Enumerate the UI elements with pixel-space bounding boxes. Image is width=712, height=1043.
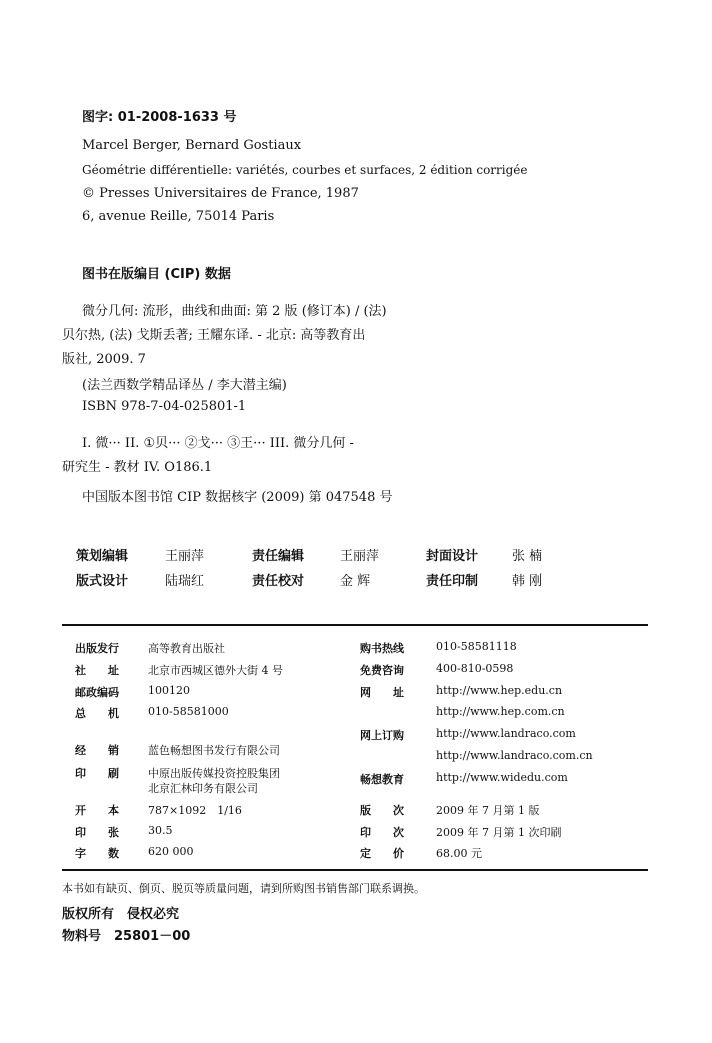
cover-design: 张 楠 bbox=[512, 549, 543, 564]
imprint-right-value: http://www.landraco.com bbox=[436, 727, 576, 740]
print-responsible: 韩 刚 bbox=[512, 574, 543, 589]
imprint-left-label: 字 数 bbox=[75, 847, 119, 860]
imprint-bottom-rule bbox=[62, 869, 648, 871]
imprint-right-label: 印 次 bbox=[360, 826, 404, 839]
imprint-left-value: 787×1092 1/16 bbox=[148, 804, 242, 817]
original-address: 6, avenue Reille, 75014 Paris bbox=[82, 209, 275, 224]
imprint-left-label: 印 张 bbox=[75, 826, 119, 839]
proofread: 金 辉 bbox=[340, 574, 371, 589]
cip-line-4: (法兰西数学精品译丛 / 李大潜主编) bbox=[82, 378, 287, 393]
layout-design-label: 版式设计 bbox=[76, 574, 129, 589]
cip-line-1: 微分几何: 流形，曲线和曲面: 第 2 版 (修订本) / (法) bbox=[82, 304, 387, 319]
responsible-editor: 王丽萍 bbox=[340, 549, 380, 564]
imprint-left-value: 中原出版传媒投资控股集团 bbox=[148, 767, 280, 780]
material-number: 物料号 25801－00 bbox=[62, 929, 191, 944]
cip-line-8: 中国版本图书馆 CIP 数据核字 (2009) 第 047548 号 bbox=[82, 490, 393, 505]
print-responsible-label: 责任印制 bbox=[426, 574, 479, 589]
cip-line-3: 版社, 2009. 7 bbox=[62, 352, 146, 367]
imprint-left-value: 蓝色畅想图书发行有限公司 bbox=[148, 744, 280, 757]
imprint-left-label: 出版发行 bbox=[75, 642, 119, 655]
original-copyright: © Presses Universitaires de France, 1987 bbox=[82, 186, 359, 201]
cip-heading: 图书在版编目 (CIP) 数据 bbox=[82, 267, 231, 282]
rights-reserved: 版权所有 侵权必究 bbox=[62, 907, 180, 922]
imprint-right-label: 网 址 bbox=[360, 686, 404, 699]
imprint-right-label: 定 价 bbox=[360, 847, 404, 860]
layout-design: 陆瑞红 bbox=[165, 574, 205, 589]
imprint-right-value: 010-58581118 bbox=[436, 640, 517, 653]
cip-isbn: ISBN 978-7-04-025801-1 bbox=[82, 399, 247, 414]
imprint-left-label: 开 本 bbox=[75, 804, 119, 817]
imprint-left-value: 30.5 bbox=[148, 824, 173, 837]
imprint-right-value: http://www.widedu.com bbox=[436, 771, 568, 784]
imprint-left-value: 高等教育出版社 bbox=[148, 642, 225, 655]
imprint-left-value: 620 000 bbox=[148, 845, 194, 858]
original-title: Géométrie différentielle: variétés, courbes et surfaces, 2 édition corrigée bbox=[82, 163, 528, 177]
cip-line-6: I. 微··· II. ①贝··· ②戈··· ③王··· III. 微分几何 - bbox=[82, 436, 354, 451]
imprint-left-value: 北京市西城区德外大街 4 号 bbox=[148, 664, 283, 677]
imprint-left-label: 印 刷 bbox=[75, 767, 119, 780]
imprint-right-value: 400-810-0598 bbox=[436, 662, 514, 675]
imprint-right-value: http://www.hep.com.cn bbox=[436, 705, 565, 718]
cip-line-2: 贝尔热, (法) 戈斯丢著; 王耀东译. - 北京: 高等教育出 bbox=[62, 328, 366, 343]
copyright-registration: 图字: 01-2008-1633 号 bbox=[82, 110, 237, 125]
imprint-right-value: http://www.landraco.com.cn bbox=[436, 749, 593, 762]
proofread-label: 责任校对 bbox=[252, 574, 305, 589]
planning-editor: 王丽萍 bbox=[165, 549, 205, 564]
cover-design-label: 封面设计 bbox=[426, 549, 479, 564]
imprint-right-label: 购书热线 bbox=[360, 642, 404, 655]
original-authors: Marcel Berger, Bernard Gostiaux bbox=[82, 138, 302, 153]
imprint-left-value: 北京汇林印务有限公司 bbox=[148, 782, 258, 795]
imprint-right-value: 2009 年 7 月第 1 版 bbox=[436, 804, 540, 817]
planning-editor-label: 策划编辑 bbox=[76, 549, 129, 564]
imprint-left-value: 100120 bbox=[148, 684, 190, 697]
imprint-right-value: 68.00 元 bbox=[436, 847, 482, 860]
imprint-right-label: 免费咨询 bbox=[360, 664, 404, 677]
imprint-left-label: 社 址 bbox=[75, 664, 119, 677]
imprint-right-label: 版 次 bbox=[360, 804, 404, 817]
imprint-right-value: 2009 年 7 月第 1 次印刷 bbox=[436, 826, 562, 839]
imprint-left-label: 邮政编码 bbox=[75, 686, 119, 699]
quality-notice: 本书如有缺页、倒页、脱页等质量问题，请到所购图书销售部门联系调换。 bbox=[62, 882, 425, 895]
imprint-left-label: 总 机 bbox=[75, 707, 119, 720]
cip-line-7: 研究生 - 教材 IV. O186.1 bbox=[62, 460, 213, 475]
imprint-right-label: 网上订购 bbox=[360, 729, 404, 742]
imprint-left-label: 经 销 bbox=[75, 744, 119, 757]
imprint-right-label: 畅想教育 bbox=[360, 773, 404, 786]
imprint-top-rule bbox=[62, 624, 648, 626]
imprint-right-value: http://www.hep.edu.cn bbox=[436, 684, 563, 697]
imprint-left-value: 010-58581000 bbox=[148, 705, 229, 718]
responsible-editor-label: 责任编辑 bbox=[252, 549, 305, 564]
